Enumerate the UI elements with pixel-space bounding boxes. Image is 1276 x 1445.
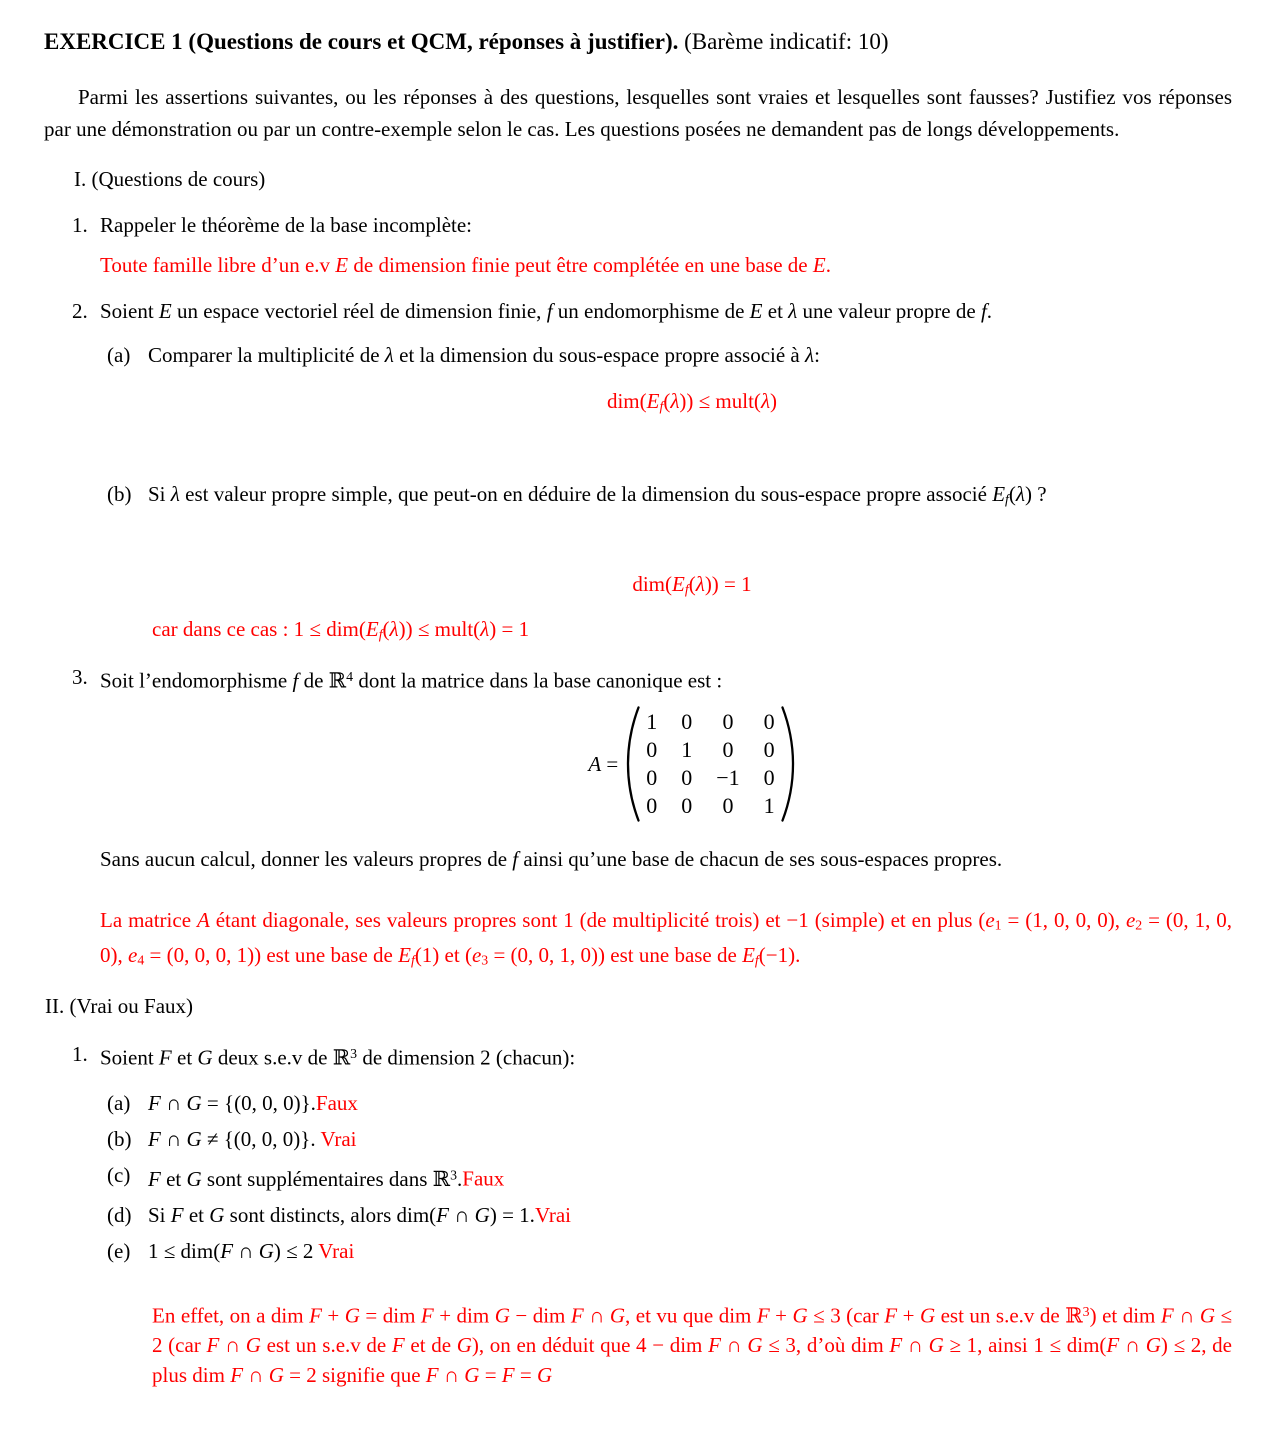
math-var: G <box>456 1333 472 1358</box>
math-var: G <box>536 1363 553 1388</box>
tf-item-c-content <box>148 1159 1232 1195</box>
math-var: F <box>170 1202 184 1227</box>
matrix-cell: −1 <box>716 764 740 790</box>
math-var: e <box>128 943 138 968</box>
math-var: G <box>258 1238 274 1263</box>
math-var: G <box>792 1303 808 1328</box>
math-var: G <box>609 1303 626 1328</box>
truefalse-1-text: Soient F et G deux s.e.v de ℝ$^3$ de dimension 2 (chacun): <box>100 1045 576 1070</box>
tf-item-b-verdict: Vrai <box>320 1127 357 1152</box>
tf-item-a-stem: F ∩ G = {(0, 0, 0)}. <box>148 1091 316 1116</box>
formula-2a: dim(Ef(λ)) ≤ mult(λ) <box>606 389 778 414</box>
math-var: E <box>992 482 1006 507</box>
math-subscript: f <box>378 626 383 642</box>
math-var: G <box>344 1303 360 1328</box>
math-var: λ <box>805 343 815 367</box>
math-var: G <box>494 1303 510 1328</box>
question-1 <box>44 209 1232 241</box>
math-var: F <box>425 1363 439 1388</box>
math-var: G <box>245 1333 261 1358</box>
math-var: λ <box>670 389 680 413</box>
math-var: F <box>148 1091 161 1116</box>
math-var: G <box>1145 1333 1161 1358</box>
math-var: e <box>471 943 482 968</box>
question-3-prompt: Sans aucun calcul, donner les valeurs propres de f ainsi qu’une base de chacun de ses sous-espaces propres. <box>100 846 1003 871</box>
truefalse-question-1 <box>44 1038 1232 1074</box>
math-var: f <box>512 846 519 871</box>
math-subscript: f <box>1005 491 1009 507</box>
question-2b-text: Si λ est valeur propre simple, que peut-on en déduire de la dimension du sous-espace propre associé Ef(λ) ? <box>148 482 1047 507</box>
math-var: F <box>391 1333 405 1358</box>
question-2b-label: (b) <box>107 482 132 507</box>
tf-item-c-verdict: Faux <box>462 1166 505 1191</box>
matrix-cell: 0 <box>681 792 693 818</box>
question-2-label: 2. <box>72 299 88 323</box>
matrix-lhs: A = <box>588 751 619 776</box>
formula-2b: dim(Ef(λ)) = 1 <box>632 571 752 597</box>
tf-item-d-label: (d) <box>107 1202 132 1227</box>
math-var: λ <box>695 571 705 596</box>
exercise-title-bold: EXERCICE 1 (Questions de cours et QCM, réponses à justifier). <box>44 29 679 54</box>
question-2 <box>44 295 1232 327</box>
matrix-cell: 0 <box>722 736 734 762</box>
section-2-label: II. <box>45 993 65 1018</box>
math-var: G <box>186 1166 202 1191</box>
math-var: F <box>230 1363 244 1388</box>
intro-paragraph: Parmi les assertions suivantes, ou les réponses à des questions, lesquelles sont vraies et lesquelles sont fausses? Justifiez vos réponses par une démonstration ou par un contre-exemple selon le cas. Les questions posées ne demandent pas de longs développements. <box>44 85 1232 141</box>
section-1-title: (Questions de cours) <box>91 167 266 191</box>
math-var: F <box>420 1303 434 1328</box>
math-var: G <box>464 1363 480 1388</box>
tf-item-c-label: (c) <box>107 1163 131 1188</box>
math-var: G <box>197 1045 213 1070</box>
matrix-cell: 0 <box>646 736 658 762</box>
tf-item-c <box>44 1159 1232 1195</box>
math-var: f <box>546 299 553 323</box>
question-2-text: Soient E un espace vectoriel réel de dimension finie, f un endomorphisme de E et λ une valeur propre de f. <box>100 299 993 323</box>
matrix-cell: 1 <box>763 792 775 818</box>
math-subscript: f <box>754 952 759 968</box>
matrix-paren-left <box>625 705 641 823</box>
answer-1: Toute famille libre d’un e.v E de dimension finie peut être complétée en une base de E. <box>100 253 831 277</box>
matrix-cell: 1 <box>646 708 658 734</box>
math-var: λ <box>384 343 394 367</box>
math-subscript: 2 <box>1135 917 1143 933</box>
math-superscript: 4 <box>346 668 354 684</box>
tf-item-b-label: (b) <box>107 1127 132 1152</box>
math-var: G <box>268 1363 284 1388</box>
matrix-paren-right <box>780 705 796 823</box>
math-var: F <box>220 1238 234 1263</box>
math-var: G <box>919 1303 936 1328</box>
tf-item-b-stem: F ∩ G ≠ {(0, 0, 0)}. <box>148 1127 321 1152</box>
math-var: F <box>1160 1303 1174 1328</box>
math-var: e <box>1125 907 1136 932</box>
matrix-cell: 0 <box>763 708 775 734</box>
math-var: f <box>980 299 987 323</box>
math-var: G <box>928 1333 944 1358</box>
math-superscript: 3 <box>350 1045 358 1061</box>
tf-item-e-stem: 1 ≤ dim(F ∩ G) ≤ 2 <box>148 1238 319 1263</box>
math-subscript: f <box>410 952 415 968</box>
question-3-text: Soit l’endomorphisme f de ℝ$^4$ dont la matrice dans la base canonique est : <box>100 668 723 693</box>
question-2a <box>44 339 1232 371</box>
math-var: F <box>436 1202 449 1227</box>
math-subscript: 4 <box>137 952 145 968</box>
math-var: f <box>292 668 299 693</box>
math-var: E <box>812 253 826 277</box>
math-subscript: f <box>684 581 689 597</box>
tf-item-d-verdict: Vrai <box>534 1202 571 1227</box>
answer-3: La matrice A étant diagonale, ses valeurs propres sont 1 (de multiplicité trois) et −1 (simple) et en plus (e1 = (1, 0, 0, 0), e2 = (0, 1, 0, 0), e4 = (0, 0, 0, 1)) est une base de Ef(1) et (e3 = (0, 0, 1, 0)) est une base de Ef(−1). <box>100 907 1232 968</box>
section-2-heading <box>45 990 1232 1022</box>
math-var: λ <box>1015 482 1025 507</box>
tf-item-e-verdict: Vrai <box>318 1238 355 1263</box>
question-2a-label: (a) <box>107 343 131 367</box>
math-superscript: 3 <box>450 1167 458 1183</box>
math-var: G <box>474 1202 490 1227</box>
math-var: G <box>1199 1303 1216 1328</box>
math-var: F <box>206 1333 220 1358</box>
tf-item-a-verdict: Faux <box>315 1091 358 1116</box>
tf-item-b <box>44 1123 1232 1155</box>
tf-item-a-content <box>148 1087 1232 1119</box>
math-var: F <box>884 1303 898 1328</box>
tf-item-e-content <box>148 1235 1232 1267</box>
matrix-cell: 0 <box>646 764 658 790</box>
matrix-grid <box>644 706 776 822</box>
math-var: F <box>501 1363 515 1388</box>
matrix-cell: 0 <box>722 792 734 818</box>
tf-item-d <box>44 1199 1232 1231</box>
math-superscript: 3 <box>1082 1303 1090 1319</box>
matrix-cell: 0 <box>763 736 775 762</box>
tf-item-c-stem: F et G sont supplémentaires dans ℝ$^3$. <box>148 1166 463 1191</box>
math-var: λ <box>170 482 180 507</box>
math-subscript: 1 <box>994 917 1002 933</box>
question-3 <box>44 661 1232 697</box>
math-subscript: f <box>659 398 664 414</box>
math-var: F <box>148 1166 161 1191</box>
section-1-heading <box>74 163 1232 195</box>
math-var: λ <box>788 299 798 323</box>
question-2b <box>44 478 1232 515</box>
section-2-title: (Vrai ou Faux) <box>69 993 194 1018</box>
math-var: F <box>889 1333 903 1358</box>
tf-item-d-stem: Si F et G sont distincts, alors dim(F ∩ G) = 1. <box>148 1202 535 1227</box>
math-var: A <box>588 751 602 776</box>
tf-item-e <box>44 1235 1232 1267</box>
matrix-cell: 0 <box>646 792 658 818</box>
tf-item-b-content <box>148 1123 1232 1155</box>
tf-item-e-label: (e) <box>107 1238 131 1263</box>
math-var: E <box>742 943 755 968</box>
section-1-label: I. <box>74 167 87 191</box>
matrix-equation <box>152 705 1232 823</box>
math-var: A <box>196 907 210 932</box>
math-var: E <box>365 617 379 642</box>
question-1-text: Rappeler le théorème de la base incomplète: <box>100 213 473 237</box>
justification-paragraph: En effet, on a dim F + G = dim F + dim G − dim F ∩ G, et vu que dim F + G ≤ 3 (car F + G est un s.e.v de ℝ$^3$) et dim F ∩ G ≤ 2 (car F ∩ G est un s.e.v de F et de G), on en déduit que 4 − dim F ∩ G ≤ 3, d’où dim F ∩ G ≥ 1, ainsi 1 ≤ dim(F ∩ G) ≤ 2, de plus dim F ∩ G = 2 signifie que F ∩ G = F = G <box>152 1303 1233 1388</box>
math-var: E <box>646 389 660 413</box>
math-var: F <box>148 1127 161 1152</box>
math-var: F <box>570 1303 584 1328</box>
math-var: F <box>1106 1333 1120 1358</box>
math-var: λ <box>389 617 399 642</box>
math-var: λ <box>480 617 490 642</box>
matrix-cell: 0 <box>681 764 693 790</box>
math-var: E <box>158 299 172 323</box>
math-subscript: 3 <box>481 952 489 968</box>
tf-item-a-label: (a) <box>107 1091 131 1116</box>
matrix-cell: 0 <box>722 708 734 734</box>
question-3-label: 3. <box>72 664 88 689</box>
math-var: E <box>672 571 685 596</box>
math-var: E <box>335 253 349 277</box>
math-var: G <box>209 1202 225 1227</box>
math-var: G <box>186 1091 202 1116</box>
math-var: F <box>309 1303 322 1328</box>
matrix-cell: 0 <box>681 708 693 734</box>
math-var: G <box>186 1127 202 1152</box>
math-var: λ <box>760 389 771 413</box>
tf-item-a <box>44 1087 1232 1119</box>
exercise-title-note: (Barème indicatif: 10) <box>684 29 889 54</box>
matrix-cell: 0 <box>763 764 775 790</box>
math-var: F <box>756 1303 770 1328</box>
matrix-cell: 1 <box>681 736 693 762</box>
math-var: E <box>398 943 411 968</box>
question-1-label: 1. <box>72 213 88 237</box>
math-var: E <box>749 299 763 323</box>
truefalse-1-label: 1. <box>72 1041 88 1066</box>
question-2a-text: Comparer la multiplicité de λ et la dimension du sous-espace propre associé à λ: <box>148 343 820 367</box>
math-var: F <box>708 1333 721 1358</box>
math-var: e <box>985 907 995 932</box>
exercise-title <box>44 27 1232 57</box>
math-var: G <box>747 1333 763 1358</box>
note-2b: car dans ce cas : 1 ≤ dim(Ef(λ)) ≤ mult(λ) = 1 <box>152 617 530 642</box>
tf-item-d-content <box>148 1199 1232 1231</box>
math-var: F <box>158 1045 172 1070</box>
